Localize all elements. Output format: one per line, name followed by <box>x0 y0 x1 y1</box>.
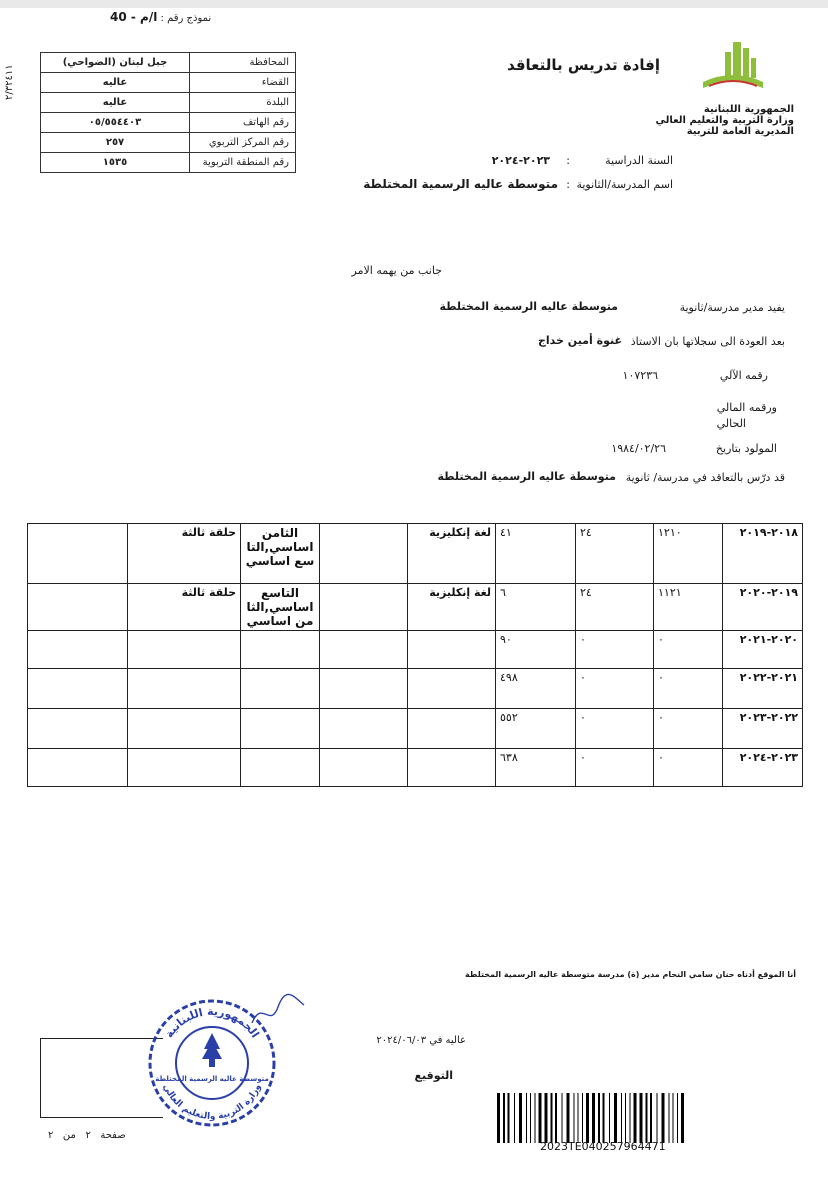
handwritten-signature <box>248 993 308 1033</box>
cell-hours: ١١٢١ <box>654 584 723 631</box>
cell-weekly: ٦ <box>496 584 576 631</box>
cell-cycle: حلقة ثالثة <box>128 524 241 584</box>
info-label: القضاء <box>190 73 296 93</box>
document-title: إفادة تدريس بالتعاقد <box>507 56 660 74</box>
info-value: عاليه <box>41 93 190 113</box>
cell-subject <box>408 749 496 787</box>
barcode-number: 2023TE040257964471 <box>540 1140 666 1153</box>
table-row <box>28 669 803 709</box>
svg-text:متوسطة عاليه الرسمية المختلطة: متوسطة عاليه الرسمية المختلطة <box>155 1075 269 1083</box>
year-value: ٢٠٢٣-٢٠٢٤ <box>491 154 550 167</box>
cell-weeks: ٠ <box>576 749 654 787</box>
cell-cycle: حلقة ثالثة <box>128 584 241 631</box>
records-label: بعد العودة الى سجلاتها بان الاستاذ <box>630 335 785 348</box>
birth-date-label: المولود بتاريخ <box>715 442 777 455</box>
cell-year: ٢٠٢٢-٢٠٢٣ <box>723 709 803 749</box>
cell-c6 <box>320 631 408 669</box>
cell-cycle <box>128 631 241 669</box>
cell-subject <box>408 709 496 749</box>
cell-year: ٢٠١٨-٢٠١٩ <box>723 524 803 584</box>
cell-weekly: ٩٠ <box>496 631 576 669</box>
cell-hours: ١٢١٠ <box>654 524 723 584</box>
table-row <box>28 709 803 749</box>
cell-c6 <box>320 524 408 584</box>
info-value: ٢٥٧ <box>41 133 190 153</box>
table-row <box>28 631 803 669</box>
cell-hours: ٠ <box>654 749 723 787</box>
cell-weekly: ٤١ <box>496 524 576 584</box>
svg-text:الجمهورية اللبنانية: الجمهورية اللبنانية <box>162 1004 262 1041</box>
cell-c9 <box>28 524 128 584</box>
cell-classes: التاسع اساسي,الثا من اساسي <box>241 584 320 631</box>
cell-cycle <box>128 709 241 749</box>
cell-classes <box>241 709 320 749</box>
financial-number-label-1: ورقمه المالي <box>716 401 777 414</box>
document-page <box>0 8 828 1181</box>
ministry-logo <box>695 38 771 100</box>
declaration: أنا الموقع أدناه حنان سامي النحام مدير (ة) مدرسة متوسطة عاليه الرسمية المختلطة <box>465 970 796 979</box>
cell-hours: ٠ <box>654 631 723 669</box>
cell-cycle <box>128 749 241 787</box>
svg-text:وزارة التربية والتعليم العالي: وزارة التربية والتعليم العالي <box>160 1082 264 1123</box>
cell-weekly: ٦٣٨ <box>496 749 576 787</box>
school-info-box <box>40 52 296 173</box>
ministry-name: الجمهورية اللبنانية وزارة التربية والتعليم العالي المديرية العامة للتربية <box>655 104 794 137</box>
table-row <box>28 584 803 631</box>
school-value: متوسطة عاليه الرسمية المختلطة <box>363 177 558 191</box>
cell-weeks: ٢٤ <box>576 524 654 584</box>
info-value: ٠٥/٥٥٤٤٠٣ <box>41 113 190 133</box>
cell-weekly: ٥٥٢ <box>496 709 576 749</box>
school-sep: : <box>566 178 570 191</box>
cell-weeks: ٠ <box>576 631 654 669</box>
auto-number-label: رقمه الآلي <box>719 369 768 382</box>
info-label: رقم الهاتف <box>190 113 296 133</box>
info-row <box>41 73 296 93</box>
cell-c6 <box>320 584 408 631</box>
table-row <box>28 524 803 584</box>
cell-weeks: ٠ <box>576 709 654 749</box>
cell-classes <box>241 749 320 787</box>
cell-c6 <box>320 749 408 787</box>
info-row <box>41 153 296 173</box>
year-sep: : <box>566 154 570 167</box>
cell-subject: لغة إنكليزية <box>408 524 496 584</box>
taught-school: متوسطة عاليه الرسمية المختلطة <box>437 470 616 483</box>
cell-subject: لغة إنكليزية <box>408 584 496 631</box>
birth-date: ١٩٨٤/٠٢/٢٦ <box>611 442 666 455</box>
cell-weekly: ٤٩٨ <box>496 669 576 709</box>
cell-year: ٢٠٢٠-٢٠٢١ <box>723 631 803 669</box>
teaching-history-table <box>27 523 803 787</box>
cell-year: ٢٠٢١-٢٠٢٢ <box>723 669 803 709</box>
table-row <box>28 749 803 787</box>
taught-label: قد درّس بالتعاقد في مدرسة/ ثانوية <box>625 471 785 484</box>
info-row <box>41 133 296 153</box>
financial-number-label-2: الحالي <box>716 417 746 430</box>
side-reference: ٢/٣٢٤١١ <box>4 64 15 100</box>
cell-weeks: ٠ <box>576 669 654 709</box>
cell-subject <box>408 669 496 709</box>
cell-year: ٢٠٢٣-٢٠٢٤ <box>723 749 803 787</box>
cell-hours: ٠ <box>654 669 723 709</box>
cell-weeks: ٢٤ <box>576 584 654 631</box>
teacher-name: غنوة أمين خداج <box>537 334 622 347</box>
cell-c9 <box>28 669 128 709</box>
info-row <box>41 53 296 73</box>
info-value: ١٥٣٥ <box>41 153 190 173</box>
auto-number: ١٠٧٢٣٦ <box>622 369 658 382</box>
info-row <box>41 113 296 133</box>
info-row <box>41 93 296 113</box>
cell-c9 <box>28 584 128 631</box>
year-label: السنة الدراسية <box>605 154 673 167</box>
director-label: يفيد مدير مدرسة/ثانوية <box>679 301 785 314</box>
info-label: البلدة <box>190 93 296 113</box>
cell-c6 <box>320 709 408 749</box>
info-label: المحافظة <box>190 53 296 73</box>
form-code: نموذج رقم : ا/م - 40 <box>110 10 212 24</box>
to-whom: جانب من يهمه الامر <box>351 264 442 277</box>
barcode <box>497 1093 693 1143</box>
cell-subject <box>408 631 496 669</box>
cell-classes: الثامن اساسي,التا سع اساسي <box>241 524 320 584</box>
cell-c9 <box>28 709 128 749</box>
cell-classes <box>241 631 320 669</box>
info-value: عاليه <box>41 73 190 93</box>
signature-label: التوقيع <box>414 1069 453 1082</box>
info-label: رقم المنطقة التربوية <box>190 153 296 173</box>
cell-c6 <box>320 669 408 709</box>
cell-c9 <box>28 631 128 669</box>
cell-c9 <box>28 749 128 787</box>
info-label: رقم المركز التربوي <box>190 133 296 153</box>
cell-hours: ٠ <box>654 709 723 749</box>
cell-cycle <box>128 669 241 709</box>
director-school: متوسطة عاليه الرسمية المختلطة <box>439 300 618 313</box>
place-date: عاليه في ٢٠٢٤/٠٦/٠٣ <box>376 1035 466 1046</box>
page-number: صفحة ٢ من ٢ <box>48 1130 126 1141</box>
info-value: جبل لبنان (الضواحي) <box>41 53 190 73</box>
cell-year: ٢٠١٩-٢٠٢٠ <box>723 584 803 631</box>
cell-classes <box>241 669 320 709</box>
school-label: اسم المدرسة/الثانوية <box>576 178 673 191</box>
